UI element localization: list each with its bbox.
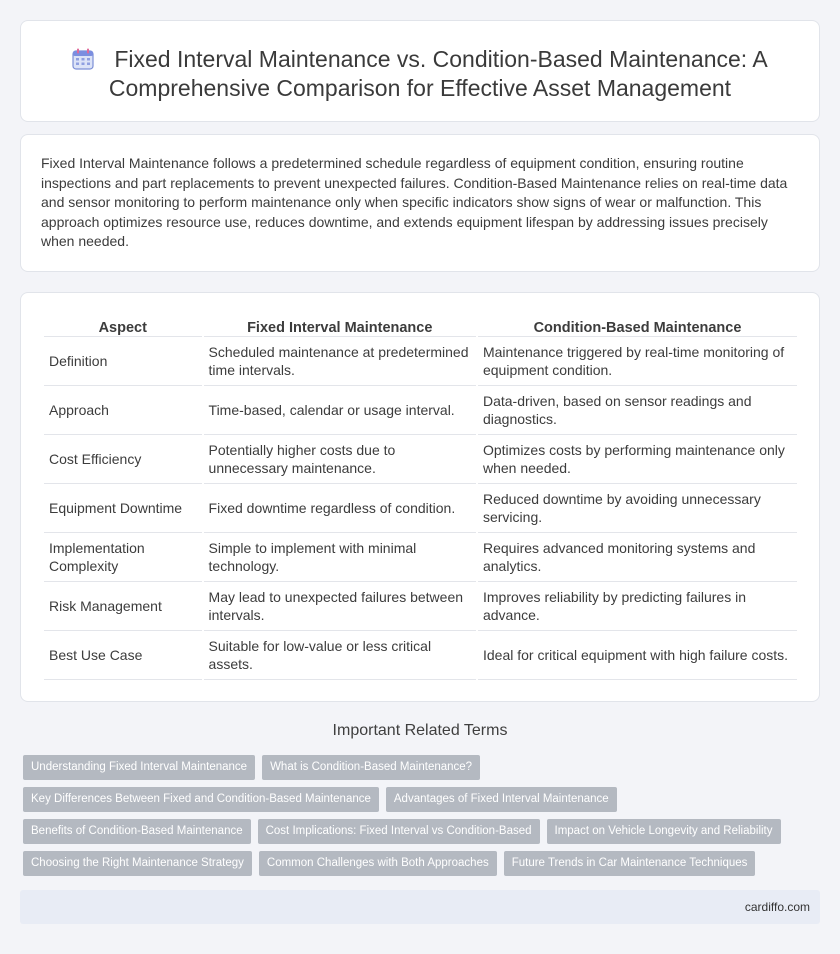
related-term-tag[interactable]: Understanding Fixed Interval Maintenance: [23, 755, 255, 780]
related-term-tag[interactable]: Future Trends in Car Maintenance Techniques: [504, 851, 756, 876]
row-condition: Requires advanced monitoring systems and analytics.: [478, 533, 797, 582]
comparison-card: [20, 292, 820, 702]
footer-site-link[interactable]: cardiffo.com: [744, 900, 810, 914]
related-terms-list: [23, 755, 823, 883]
row-fixed: Scheduled maintenance at predetermined time intervals.: [204, 337, 476, 386]
page-title-text: Fixed Interval Maintenance vs. Condition-Based Maintenance: A Comprehensive Comparison for Effective Asset Management: [108, 46, 768, 101]
row-fixed: Time-based, calendar or usage interval.: [204, 386, 476, 435]
row-aspect: Implementation Complexity: [44, 533, 202, 582]
row-condition: Reduced downtime by avoiding unnecessary servicing.: [478, 484, 797, 533]
row-condition: Maintenance triggered by real-time monitoring of equipment condition.: [478, 337, 797, 386]
table-row: [44, 484, 797, 533]
row-aspect: Approach: [44, 386, 202, 435]
intro-card: [20, 134, 820, 272]
related-term-tag[interactable]: Benefits of Condition-Based Maintenance: [23, 819, 251, 844]
intro-paragraph: Fixed Interval Maintenance follows a predetermined schedule regardless of equipment condition, ensuring routine inspections and part replacements to prevent unexpected failures. Condition-Based Maintenance relies on real-time data and sensor monitoring to perform maintenance only when specific indicators show signs of wear or malfunction. This approach optimizes resource use, reduces downtime, and extends equipment lifespan by addressing issues precisely when needed.: [41, 155, 788, 249]
related-term-tag[interactable]: Key Differences Between Fixed and Condition-Based Maintenance: [23, 787, 379, 812]
table-row: [44, 337, 797, 386]
related-term-tag[interactable]: Common Challenges with Both Approaches: [259, 851, 497, 876]
related-term-tag[interactable]: Choosing the Right Maintenance Strategy: [23, 851, 252, 876]
row-aspect: Cost Efficiency: [44, 435, 202, 484]
table-row: [44, 435, 797, 484]
title-card: [20, 20, 820, 122]
row-condition: Improves reliability by predicting failures in advance.: [478, 582, 797, 631]
header-fixed-interval: Fixed Interval Maintenance: [204, 315, 476, 337]
tag-row: [23, 755, 823, 780]
row-fixed: Suitable for low-value or less critical assets.: [204, 631, 476, 680]
row-aspect: Equipment Downtime: [44, 484, 202, 533]
row-aspect: Best Use Case: [44, 631, 202, 680]
row-condition: Data-driven, based on sensor readings and diagnostics.: [478, 386, 797, 435]
row-aspect: Definition: [44, 337, 202, 386]
table-row: [44, 582, 797, 631]
table-header-row: [44, 315, 797, 337]
table-row: [44, 631, 797, 680]
tag-row: [23, 851, 823, 876]
row-condition: Ideal for critical equipment with high failure costs.: [478, 631, 797, 680]
related-term-tag[interactable]: Advantages of Fixed Interval Maintenance: [386, 787, 617, 812]
tag-row: [23, 787, 823, 812]
table-row: [44, 533, 797, 582]
row-fixed: May lead to unexpected failures between intervals.: [204, 582, 476, 631]
row-fixed: Simple to implement with minimal technology.: [204, 533, 476, 582]
calendar-icon: [72, 48, 94, 70]
header-aspect: Aspect: [44, 315, 202, 337]
related-term-tag[interactable]: What is Condition-Based Maintenance?: [262, 755, 480, 780]
related-term-tag[interactable]: Cost Implications: Fixed Interval vs Condition-Based: [258, 819, 540, 844]
row-aspect: Risk Management: [44, 582, 202, 631]
tag-row: [23, 819, 823, 844]
comparison-table: [42, 315, 799, 680]
related-term-tag[interactable]: Impact on Vehicle Longevity and Reliability: [547, 819, 781, 844]
header-condition-based: Condition-Based Maintenance: [478, 315, 797, 337]
table-row: [44, 386, 797, 435]
row-fixed: Fixed downtime regardless of condition.: [204, 484, 476, 533]
page-title: [21, 45, 819, 103]
related-terms-title: Important Related Terms: [332, 722, 508, 739]
footer: [20, 890, 820, 924]
row-fixed: Potentially higher costs due to unnecessary maintenance.: [204, 435, 476, 484]
row-condition: Optimizes costs by performing maintenance only when needed.: [478, 435, 797, 484]
